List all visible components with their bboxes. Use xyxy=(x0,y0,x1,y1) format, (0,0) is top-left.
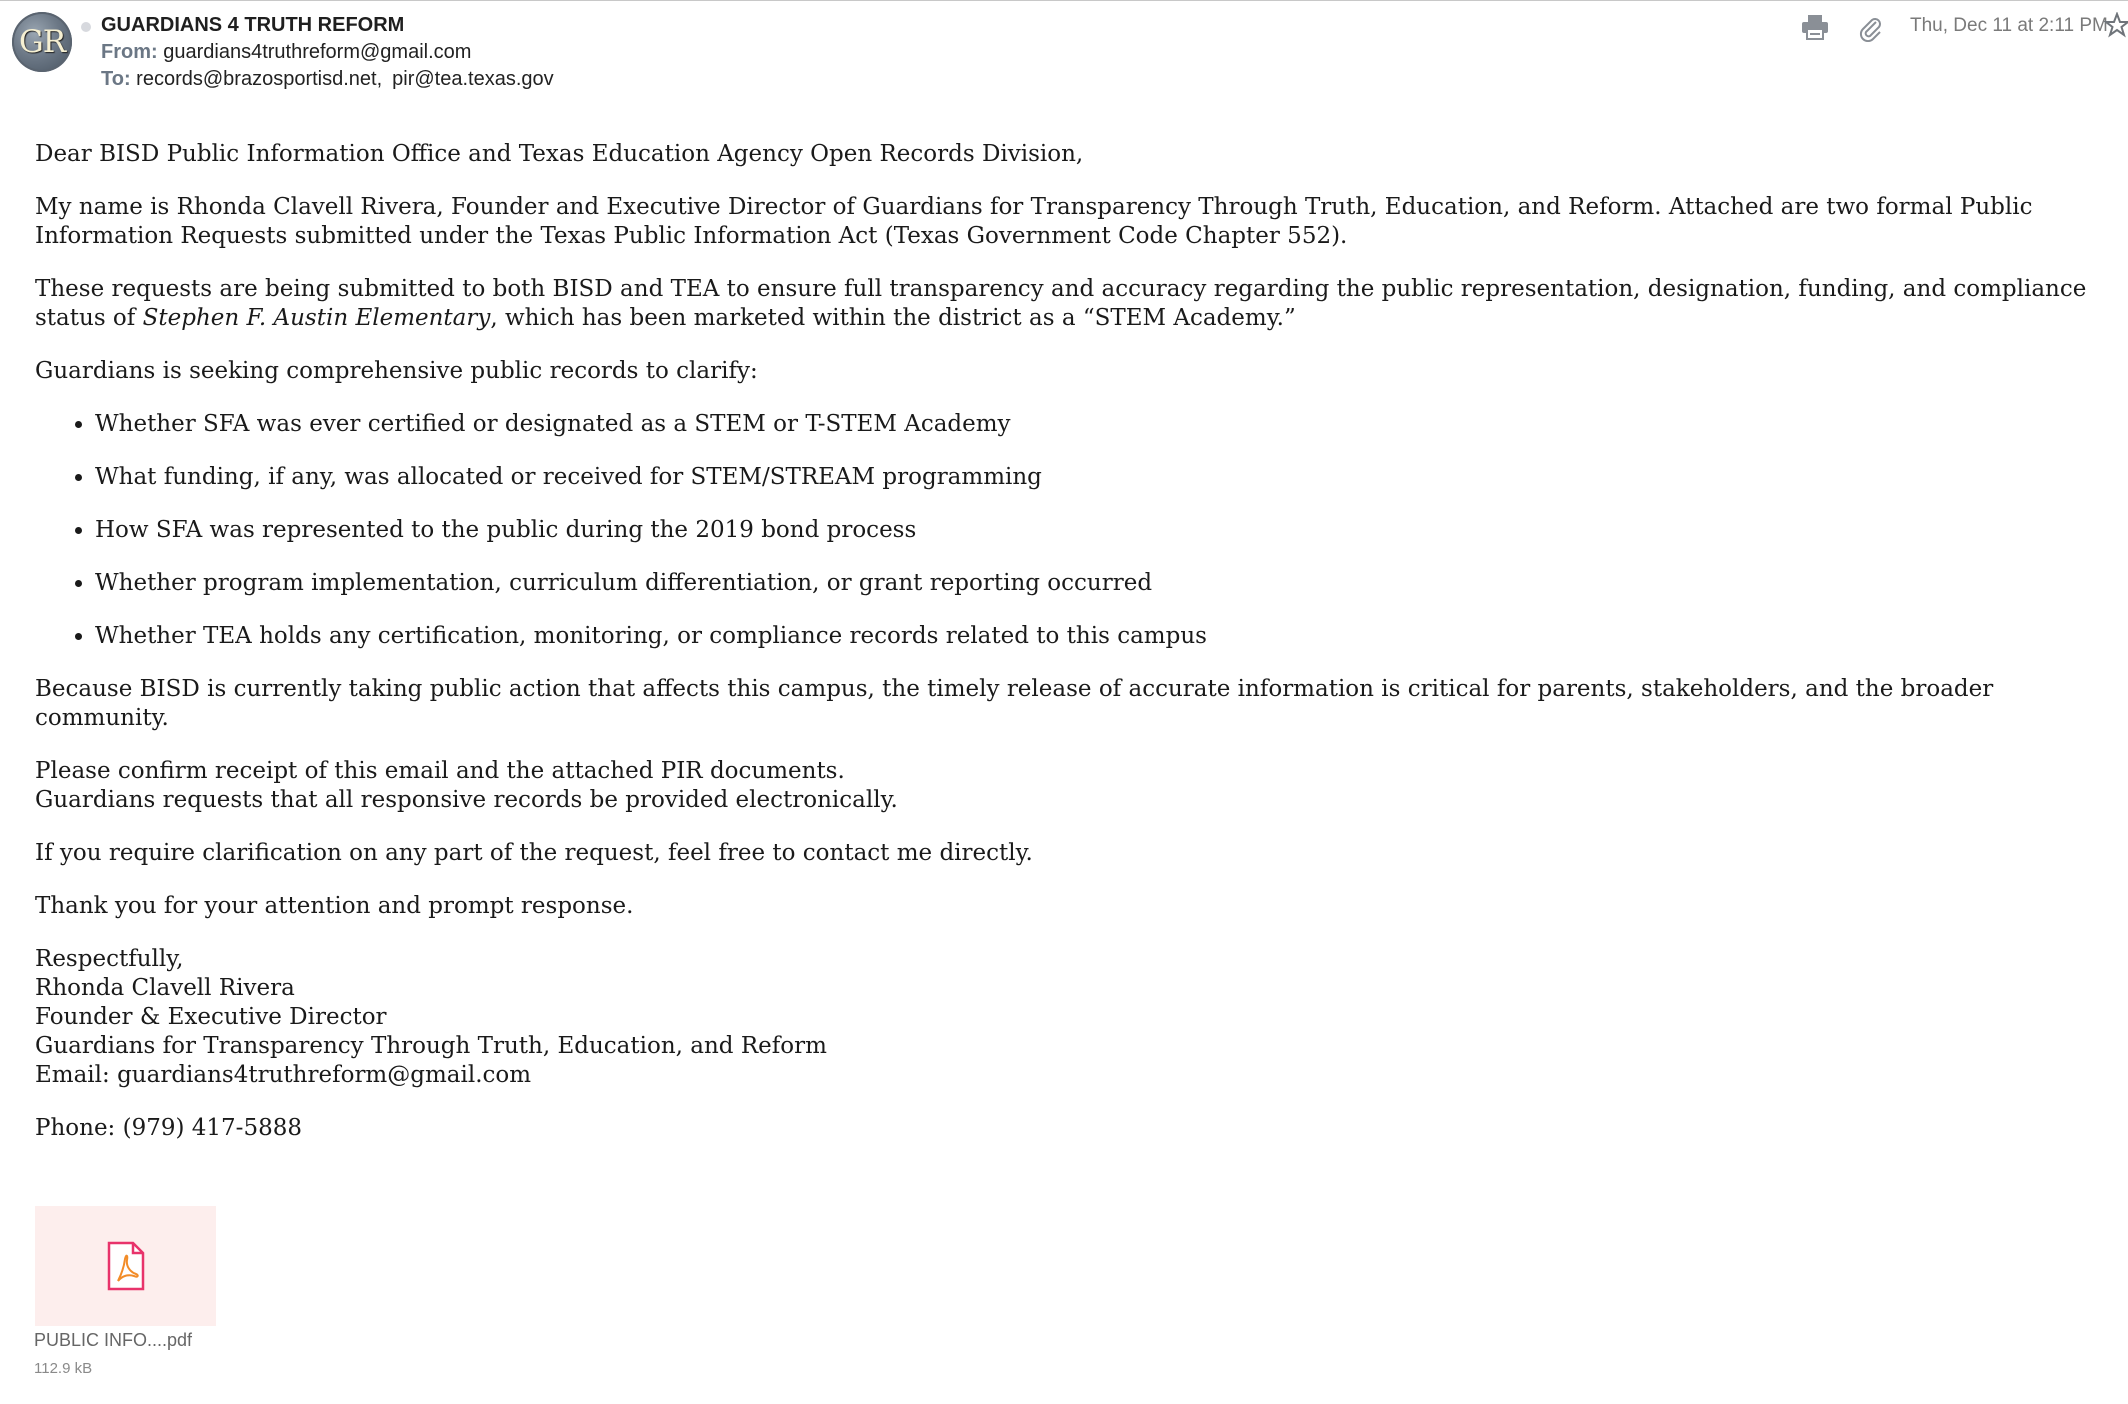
pdf-file-icon xyxy=(106,1241,146,1291)
attachment-size: 112.9 kB xyxy=(34,1360,93,1377)
body-paragraph xyxy=(35,757,2105,815)
signature-email: Email: guardians4truthreform@gmail.com xyxy=(35,1062,532,1088)
list-item: • What funding, if any, was allocated or received for STEM/STREAM programming xyxy=(95,463,2105,492)
attachment-tile[interactable] xyxy=(35,1206,216,1326)
sender-name[interactable]: GUARDIANS 4 TRUTH REFORM xyxy=(101,14,405,36)
phone-line: Phone: (979) 417-5888 xyxy=(35,1115,302,1141)
body-line: Guardians requests that all responsive records be provided electronically. xyxy=(35,787,898,813)
to-row xyxy=(101,68,554,91)
message-body xyxy=(35,140,2105,1167)
to-label: To: xyxy=(101,68,131,90)
from-label: From: xyxy=(101,41,158,63)
print-icon[interactable] xyxy=(1800,14,1830,40)
body-paragraph: My name is Rhonda Clavell Rivera, Founder and Executive Director of Guardians for Transparency Through Truth, Education, and Reform. Attached are two formal Public Information Requests submitted under the Texas Public Information Act (Texas Government Code Chapter 552). xyxy=(35,194,2033,249)
body-paragraph: Thank you for your attention and prompt response. xyxy=(35,893,634,919)
school-name: Stephen F. Austin Elementary xyxy=(142,305,491,331)
unread-indicator xyxy=(81,22,91,32)
body-paragraph: Because BISD is currently taking public action that affects this campus, the timely release of accurate information is critical for parents, stakeholders, and the broader community. xyxy=(35,676,1994,731)
signature-line: Respectfully, xyxy=(35,946,184,972)
body-text: , which has been marketed within the district as a “STEM Academy.” xyxy=(490,305,1296,331)
signature-line: Founder & Executive Director xyxy=(35,1004,387,1030)
body-line: Please confirm receipt of this email and the attached PIR documents. xyxy=(35,758,845,784)
star-icon[interactable] xyxy=(2104,12,2128,38)
list-item: • Whether TEA holds any certification, monitoring, or compliance records related to this campus xyxy=(95,622,2105,651)
paperclip-icon[interactable] xyxy=(1858,14,1884,42)
to-address[interactable]: pir@tea.texas.gov xyxy=(392,68,554,90)
greeting: Dear BISD Public Information Office and Texas Education Agency Open Records Division, xyxy=(35,141,1084,167)
list-item: • Whether SFA was ever certified or designated as a STEM or T-STEM Academy xyxy=(95,410,2105,439)
to-address[interactable]: records@brazosportisd.net, xyxy=(136,68,383,90)
signature-line: Rhonda Clavell Rivera xyxy=(35,975,295,1001)
from-row xyxy=(101,41,471,64)
attachment-name[interactable]: PUBLIC INFO....pdf xyxy=(34,1330,193,1350)
top-divider xyxy=(0,0,2128,1)
body-paragraph: Guardians is seeking comprehensive public records to clarify: xyxy=(35,358,758,384)
body-paragraph: If you require clarification on any part of the request, feel free to contact me directly. xyxy=(35,840,1033,866)
list-item: • How SFA was represented to the public during the 2019 bond process xyxy=(95,516,2105,545)
body-text: These requests are being submitted to both BISD and TEA to ensure full transparency and accuracy regarding the public representation, designation, funding, and compliance status of xyxy=(35,276,2087,331)
body-paragraph xyxy=(35,275,2105,333)
signature-line: Guardians for Transparency Through Truth, Education, and Reform xyxy=(35,1033,827,1059)
list-item: • Whether program implementation, curriculum differentiation, or grant reporting occurred xyxy=(95,569,2105,598)
message-date: Thu, Dec 11 at 2:11 PM xyxy=(1910,15,2108,36)
request-list xyxy=(35,410,2105,651)
from-address[interactable]: guardians4truthreform@gmail.com xyxy=(163,41,472,63)
sender-avatar[interactable]: GR xyxy=(12,12,72,72)
signature-block xyxy=(35,945,2105,1090)
